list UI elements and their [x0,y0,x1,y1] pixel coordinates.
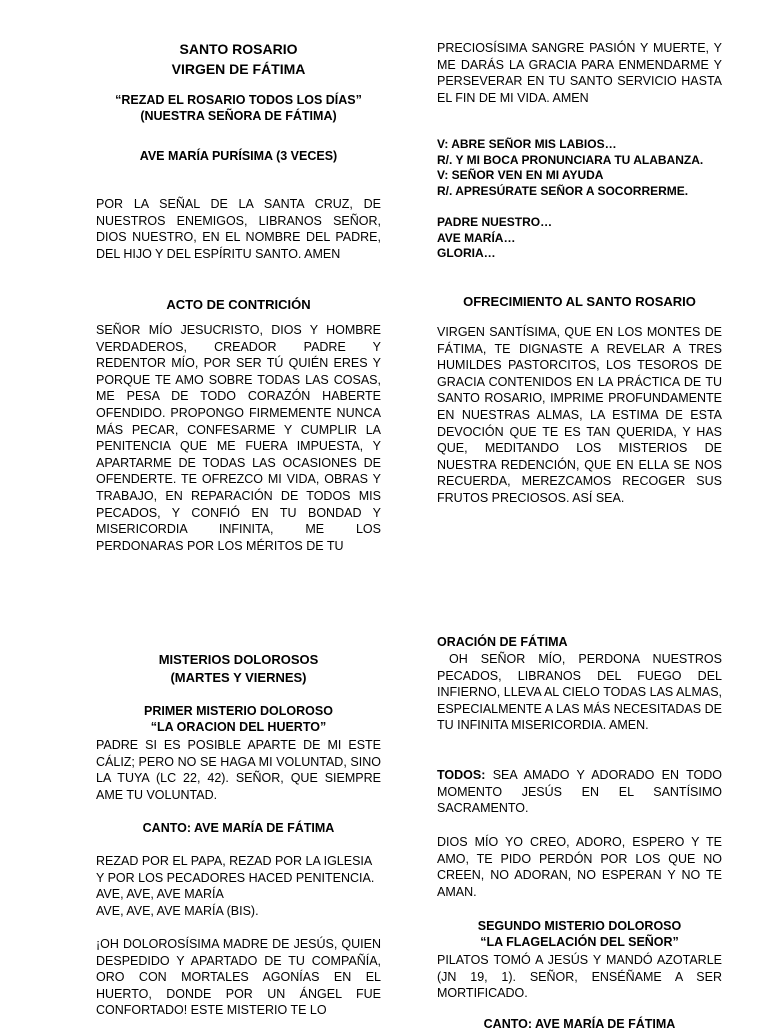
oracion-fatima-heading: ORACIÓN DE FÁTIMA [437,635,568,649]
dolorosisima-text: ¡OH DOLOROSÍSIMA MADRE DE JESÚS, QUIEN DESPEDIDO Y APARTADO DE TU COMPAÑÍA, ORO CON MORTALES AGONÍAS EN EL HUERTO, DONDE POR UN ÁNGEL FUE CONFORTADO! ESTE MISTERIO TE LO [96,937,381,1018]
canto-line: Y POR LOS PECADORES HACED PENITENCIA. [96,870,375,885]
primer-misterio-subtitle: “LA ORACION DEL HUERTO” [150,720,327,734]
ofrecimiento-heading: OFRECIMIENTO AL SANTO ROSARIO [463,294,696,309]
versicle-line: R/. APRESÚRATE SEÑOR A SOCORRERME. [437,183,689,198]
segundo-misterio-text: PILATOS TOMÓ A JESÚS Y MANDÓ AZOTARLE (JN 19, 1). SEÑOR, ENSÉÑAME A SER MORTIFICADO. [437,953,722,1001]
todos-text: SEA AMADO Y ADORADO EN TODO MOMENTO JESÚS EN EL SANTÍSIMO SACRAMENTO. [437,768,722,816]
quote-attribution: (NUESTRA SEÑORA DE FÁTIMA) [140,109,337,123]
canto-line: AVE, AVE, AVE MARÍA [96,887,224,902]
ave-maria-purisima: AVE MARÍA PURÍSIMA (3 VECES) [139,149,338,163]
segundo-misterio-subtitle: “LA FLAGELACIÓN DEL SEÑOR” [480,935,679,949]
versicles [437,137,722,199]
misterios-days: (MARTES Y VIERNES) [170,670,307,685]
contricion-heading: ACTO DE CONTRICIÓN [166,297,311,312]
prayer-ave-maria: AVE MARÍA… [437,230,516,245]
primer-misterio-title: PRIMER MISTERIO DOLOROSO [144,704,333,718]
contricion-text: SEÑOR MÍO JESUCRISTO, DIOS Y HOMBRE VERDADEROS, CREADOR PADRE Y REDENTOR MÍO, POR SER TÚ QUIÉN ERES Y PORQUE TE AMO SOBRE TODAS LAS COSAS, ME PESA DE TODO CORAZÓN HABERTE OFENDIDO. PROPONGO FIRMEMENTE NUNCA MÁS PECAR, CONFESARME Y CUMPLIR LA PENITENCIA QUE ME FUERA IMPUESTA, Y APARTARME DE TODAS LAS OCASIONES DE OFENDERTE. TE OFREZCO MI VIDA, OBRAS Y TRABAJO, EN REPARACIÓN DE TODOS MIS PECADOS, Y CONFIÓ EN TU BONDAD Y MISERICORDIA INFINITA, ME LOS PERDONARAS POR LOS MÉRITOS DE TU [96,323,381,553]
todos-paragraph [437,767,722,817]
dios-mio-text: DIOS MÍO YO CREO, ADORO, ESPERO Y TE AMO, TE PIDO PERDÓN POR LOS QUE NO CREEN, NO ADORAN, NO ESPERAN Y NO TE AMAN. [437,835,722,899]
prayer-padre-nuestro: PADRE NUESTRO… [437,215,553,229]
canto-line: REZAD POR EL PAPA, REZAD POR LA IGLESIA [96,854,373,868]
ofrecimiento-text: VIRGEN SANTÍSIMA, QUE EN LOS MONTES DE FÁTIMA, TE DIGNASTE A REVELAR A TRES HUMILDES PASTORCITOS, LOS TESOROS DE GRACIA CONTENIDOS EN LA PRÁCTICA DE TU SANTO ROSARIO, IMPRIME PROFUNDAMENTE EN NUESTRAS ALMAS, LA ESTIMA DE ESTA DEVOCIÓN QUE TE ES TAN QUERIDA, Y HAS QUE, MEDITANDO LOS MISTERIOS DE NUESTRA REDENCIÓN, QUE EN ELLA SE NOS RECUERDA, MEREZCAMOS RECOGER SUS FRUTOS PRECIOSOS. ASÍ SEA. [437,325,722,505]
quote-rezad: “REZAD EL ROSARIO TODOS LOS DÍAS” [115,93,362,107]
canto-line: AVE, AVE, AVE MARÍA (BIS). [96,903,259,918]
versicle-line: V: ABRE SEÑOR MIS LABIOS… [437,137,617,151]
misterios-dolorosos-title: MISTERIOS DOLOROSOS [158,652,319,667]
prayer-list [437,215,722,262]
contricion-continuation: PRECIOSÍSIMA SANGRE PASIÓN Y MUERTE, Y ME DARÁS LA GRACIA PARA ENMENDARME Y PERSEVERAR EN TU SANTO SERVICIO HASTA EL FIN DE MI VIDA. AMEN [437,41,722,105]
canto-heading: CANTO: AVE MARÍA DE FÁTIMA [142,821,335,835]
oracion-fatima-text: OH SEÑOR MÍO, PERDONA NUESTROS PECADOS, LIBRANOS DEL FUEGO DEL INFIERNO, LLEVA AL CIELO TODAS LAS ALMAS, ESPECIALMENTE A LAS MÁS NECESITADAS DE TU INFINITA MISERICORDIA. AMEN. [437,652,722,733]
primer-misterio-text: PADRE SI ES POSIBLE APARTE DE MI ESTE CÁLIZ; PERO NO SE HAGA MI VOLUNTAD, SINO LA TUYA (LC 22, 42). SEÑOR, QUE SIEMPRE AME TU VOLUNTAD. [96,738,381,802]
segundo-misterio-title: SEGUNDO MISTERIO DOLOROSO [477,919,682,933]
senal-cruz-text: POR LA SEÑAL DE LA SANTA CRUZ, DE NUESTROS ENEMIGOS, LIBRANOS SEÑOR, DIOS NUESTRO, EN EL NOMBRE DEL PADRE, DEL HIJO Y DEL ESPÍRITU SANTO. AMEN [96,197,381,261]
canto-lyrics [96,853,381,919]
todos-label: TODOS: [437,768,486,782]
versicle-line: R/. Y MI BOCA PRONUNCIARA TU ALABANZA. [437,152,704,167]
title-virgen-fatima: VIRGEN DE FÁTIMA [171,61,306,77]
prayer-gloria: GLORIA… [437,246,496,260]
title-santo-rosario: SANTO ROSARIO [179,41,298,57]
canto-heading-cut: CANTO: AVE MARÍA DE FÁTIMA [483,1017,676,1031]
versicle-line: V: SEÑOR VEN EN MI AYUDA [437,168,604,182]
